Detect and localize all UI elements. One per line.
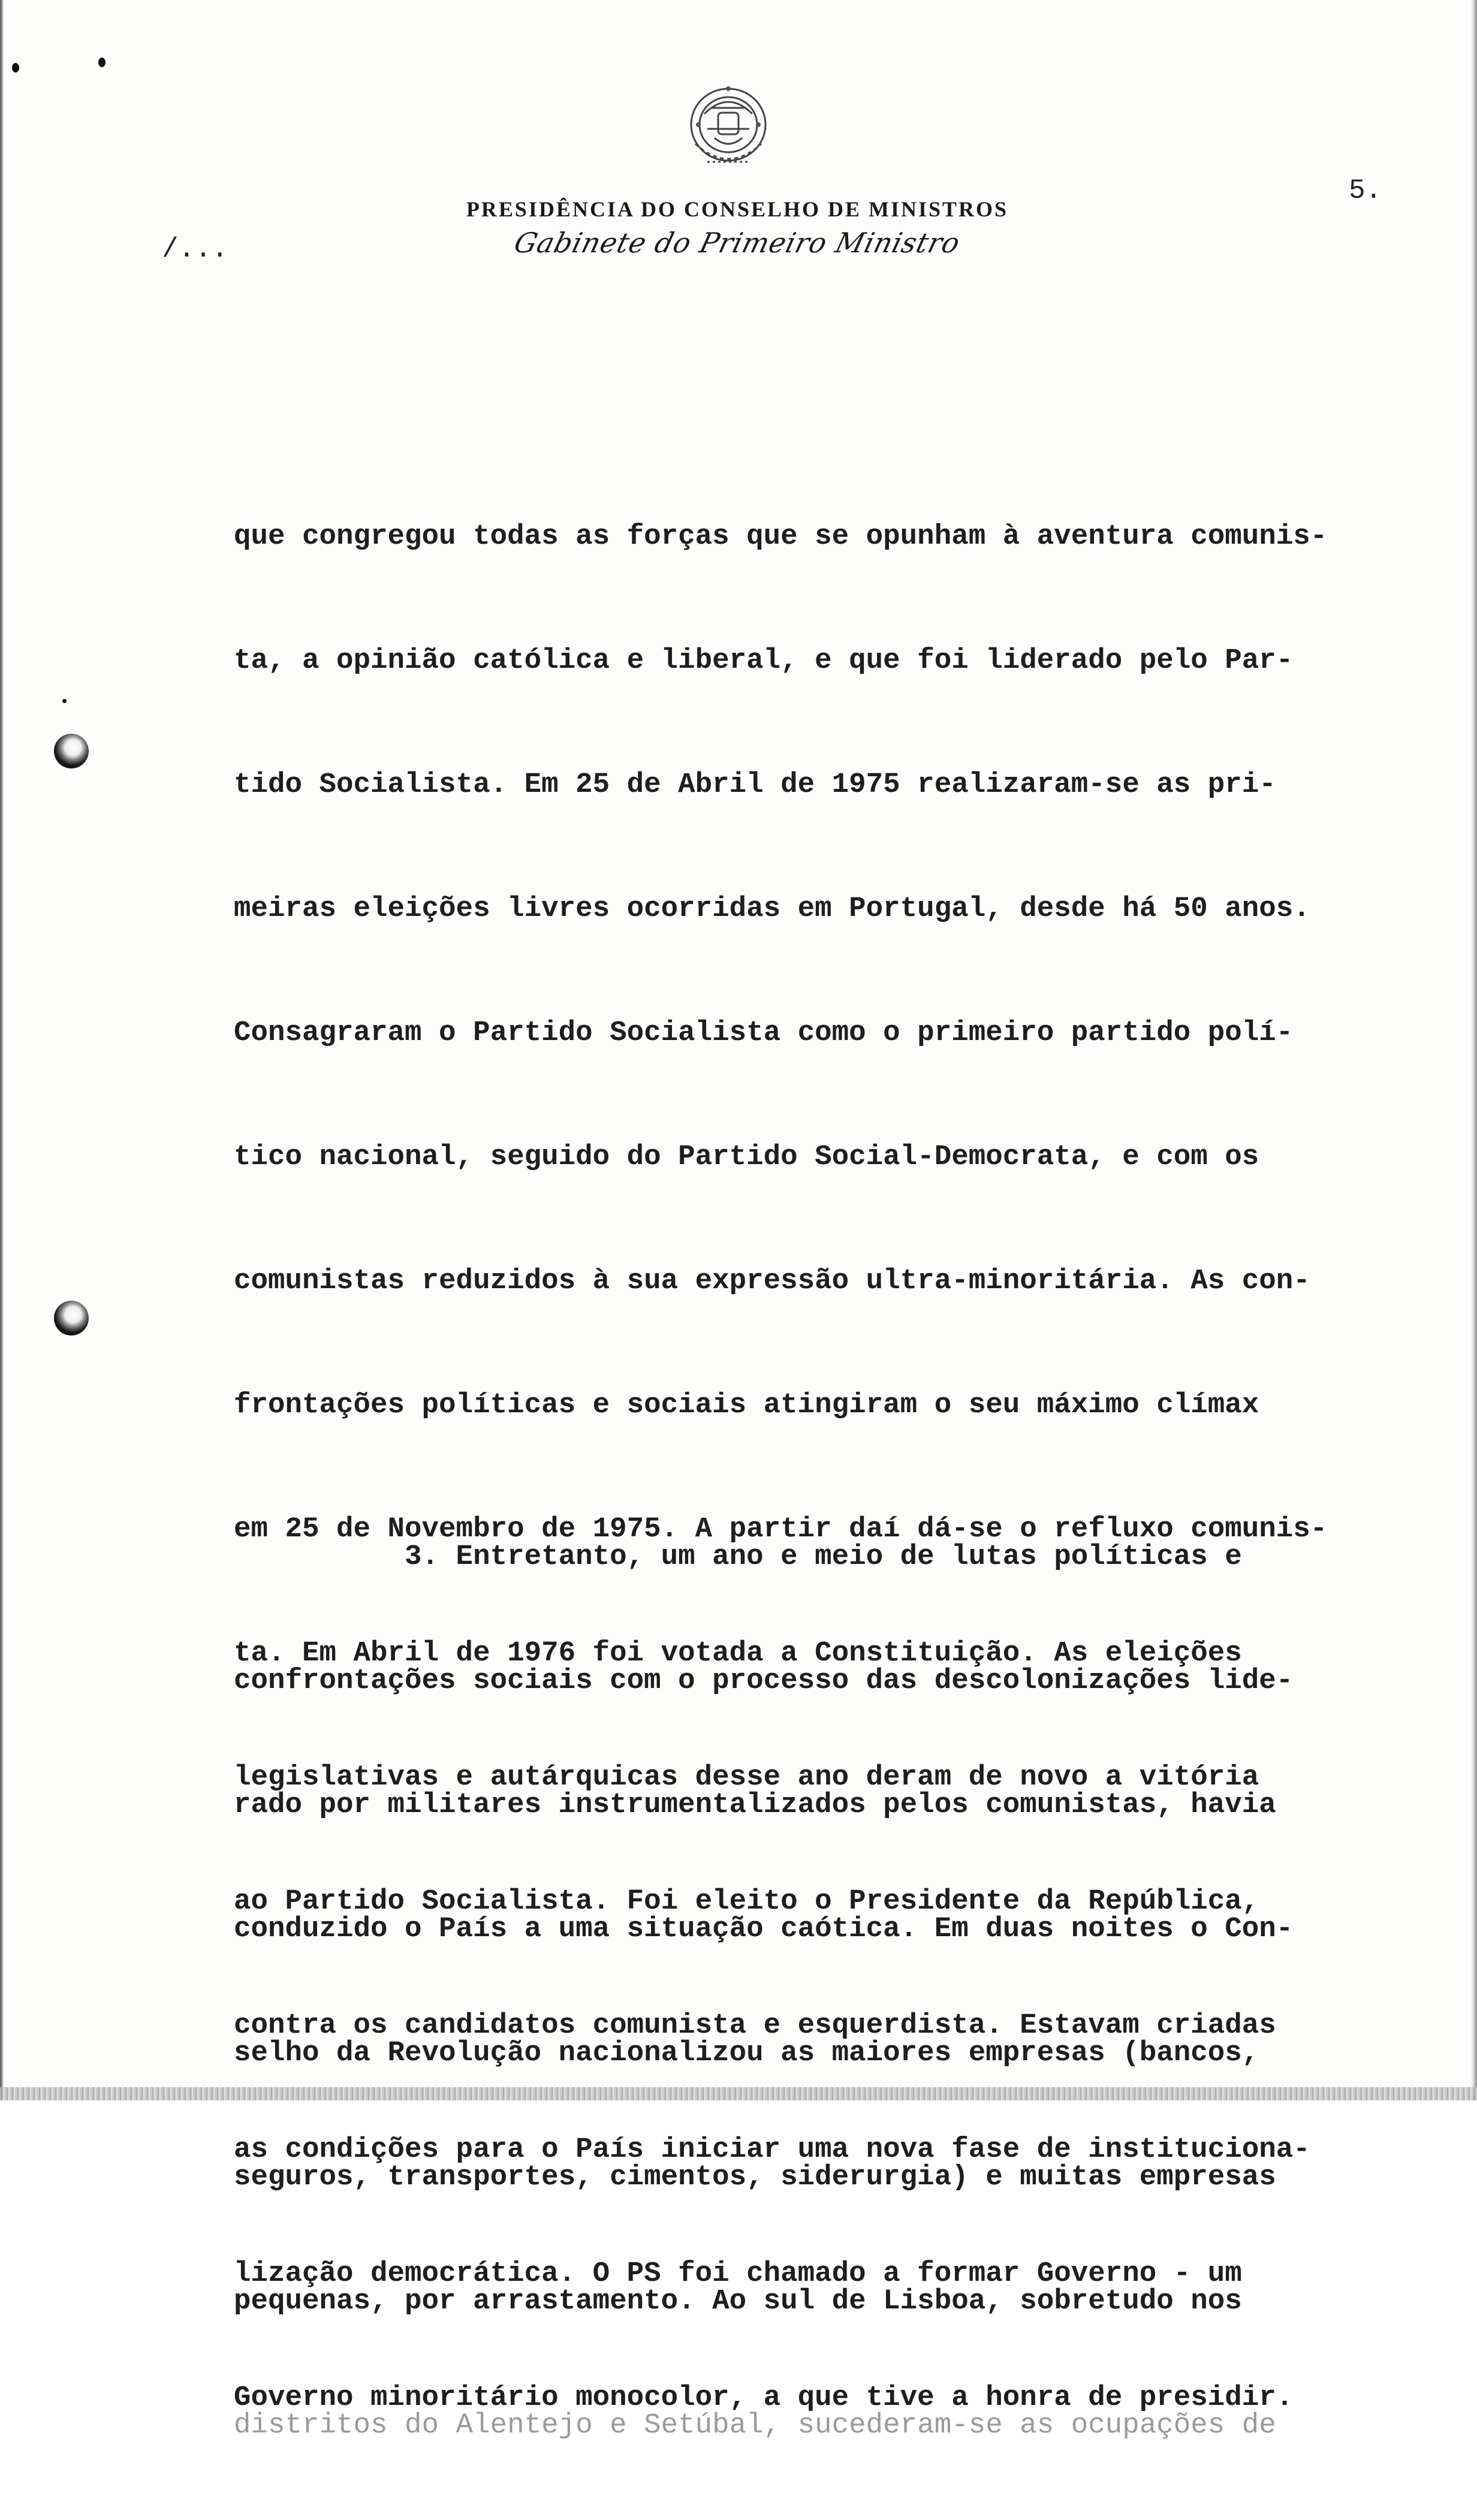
coat-of-arms-seal-icon: [671, 72, 785, 186]
text-line: Consagraram o Partido Socialista como o primeiro partido polí-: [234, 1017, 1294, 1049]
scan-speck: [62, 699, 67, 703]
punch-hole: [54, 734, 89, 768]
text-line: lização democrática. O PS foi chamado a formar Governo - um: [234, 2257, 1242, 2290]
text-line: comunistas reduzidos à sua expressão ultra-minoritária. As con-: [234, 1265, 1310, 1297]
scan-speck: [12, 63, 19, 73]
text-line: contra os candidatos comunista e esquerdista. Estavam criadas: [234, 2009, 1276, 2042]
text-line: 3. Entretanto, um ano e meio de lutas políticas e: [234, 1541, 1242, 1573]
text-line: ao Partido Socialista. Foi eleito o Presidente da República,: [234, 1885, 1259, 1918]
text-line: legislativas e autárquicas desse ano deram de novo a vitória: [234, 1761, 1259, 1793]
text-line-faded: distritos do Alentejo e Setúbal, sucederam-se as ocupações de: [234, 2409, 1276, 2441]
page-number: 5.: [1349, 175, 1382, 206]
text-line: ta, a opinião católica e liberal, e que foi liderado pelo Par-: [234, 644, 1294, 677]
text-line: que congregou todas as forças que se opunham à aventura comunis-: [234, 520, 1328, 553]
text-line: tido Socialista. Em 25 de Abril de 1975 realizaram-se as pri-: [234, 768, 1276, 801]
text-line: pequenas, por arrastamento. Ao sul de Lisboa, sobretudo nos: [234, 2285, 1242, 2317]
text-line: as condições para o País iniciar uma nova fase de instituciona-: [234, 2133, 1310, 2166]
text-line: Governo minoritário monocolor, a que tive a honra de presidir.: [234, 2382, 1294, 2414]
text-line: ta. Em Abril de 1976 foi votada a Constituição. As eleições: [234, 1637, 1242, 1669]
text-line: frontações políticas e sociais atingiram o seu máximo clímax: [234, 1389, 1259, 1421]
text-line: confrontações sociais com o processo das descolonizações lide-: [234, 1665, 1294, 1697]
text-line: seguros, transportes, cimentos, siderurgia) e muitas empresas: [234, 2161, 1276, 2193]
paragraph-2: [234, 1463, 1397, 2520]
text-line: rado por militares instrumentalizados pelos comunistas, havia: [234, 1789, 1276, 1821]
page-right-edge-shadow: [1471, 0, 1477, 2100]
text-line: tico nacional, seguido do Partido Social-Democrata, e com os: [234, 1141, 1259, 1173]
punch-hole: [54, 1301, 89, 1336]
text-line: meiras eleições livres ocorridas em Portugal, desde há 50 anos.: [234, 893, 1310, 925]
text-line: em 25 de Novembro de 1975. A partir daí dá-se o refluxo comunis-: [234, 1513, 1328, 1545]
scan-speck: [98, 58, 106, 67]
continuation-mark: /...: [162, 234, 228, 265]
text-line: conduzido o País a uma situação caótica. Em duas noites o Con-: [234, 1913, 1294, 1945]
text-line: selho da Revolução nacionalizou as maiores empresas (bancos,: [234, 2037, 1259, 2069]
letterhead-title: PRESIDÊNCIA DO CONSELHO DE MINISTROS: [466, 197, 1009, 221]
page-left-edge-shadow: [0, 0, 4, 2100]
letterhead-subtitle-script: Gabinete do Primeiro Ministro: [511, 227, 964, 259]
